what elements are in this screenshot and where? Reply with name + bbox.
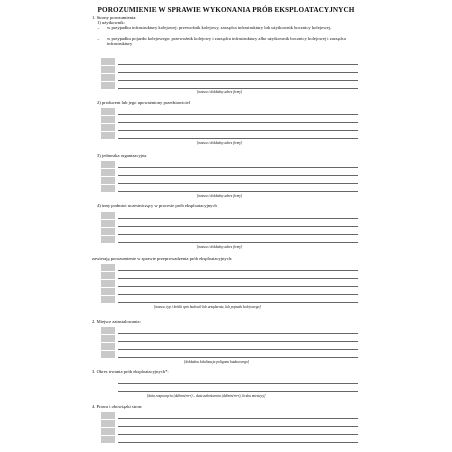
entry-line[interactable]: [118, 175, 358, 176]
entry-line[interactable]: [118, 218, 358, 219]
section-1-sub1-heading: 1) użytkownik:: [97, 20, 125, 25]
entry-marker: [101, 132, 115, 139]
document-title: POROZUMIENIE W SPRAWIE WYKONANIA PRÓB EKSPLOATACYJNYCH: [97, 6, 355, 14]
entry-marker: [101, 212, 115, 219]
entry-line[interactable]: [118, 167, 358, 168]
entry-line[interactable]: [118, 294, 358, 295]
section-1-heading: 1. Strony porozumienia:: [92, 15, 137, 20]
entry-line[interactable]: [118, 426, 358, 427]
entry-marker: [101, 343, 115, 350]
entry-line[interactable]: [118, 391, 358, 392]
entry-marker: [101, 116, 115, 123]
field-caption: [nazwa i dokładny adres firmy]: [197, 194, 243, 198]
entry-line[interactable]: [118, 286, 358, 287]
bullet-item-2: w przypadku pojazdu kolejowego: przewoźnik kolejowy i zarządca infrastruktury albo użytkownik bocznicy kolejowej i zarządca infrastruktury: [107, 36, 346, 47]
entry-line[interactable]: [118, 64, 358, 65]
entry-marker: [101, 327, 115, 334]
entry-line[interactable]: [118, 122, 358, 123]
field-caption: [nazwa, typ i krótki opis budowli lub urządzenia, lub pojazdu kolejowego]: [154, 305, 261, 309]
entry-line[interactable]: [118, 114, 358, 115]
entry-marker: [101, 272, 115, 279]
entry-marker: [101, 288, 115, 295]
entry-line[interactable]: [118, 72, 358, 73]
entry-marker: [101, 420, 115, 427]
entry-marker: [101, 335, 115, 342]
entry-line[interactable]: [118, 418, 358, 419]
entry-marker: [101, 296, 115, 303]
entry-marker: [101, 58, 115, 65]
entry-marker: [101, 108, 115, 115]
section-1-sub4-heading: 4) inny podmiot uczestniczący w procesie prób eksploatacyjnych: [97, 203, 217, 208]
field-caption: [nazwa i dokładny adres firmy]: [197, 90, 243, 94]
entry-marker: [101, 351, 115, 358]
entry-line[interactable]: [118, 226, 358, 227]
bullet-marker: –: [97, 36, 100, 41]
entry-marker: [101, 124, 115, 131]
entry-marker: [101, 436, 115, 443]
entry-marker: [101, 280, 115, 287]
bullet-marker: –: [97, 25, 100, 30]
section-2-heading: 2. Miejsce zainstalowania:: [92, 319, 141, 324]
field-caption: [nazwa i dokładny adres firmy]: [197, 245, 243, 249]
entry-line[interactable]: [118, 88, 358, 89]
section-1-sub3-heading: 3) jednostka organizacyjna: [97, 153, 147, 158]
entry-marker: [101, 236, 115, 243]
entry-marker: [101, 412, 115, 419]
entry-line[interactable]: [118, 130, 358, 131]
entry-line[interactable]: [118, 80, 358, 81]
section-1-sub2-heading: 2) producent lub jego upoważniony przedstawiciel: [97, 100, 190, 105]
entry-line[interactable]: [118, 191, 358, 192]
entry-line[interactable]: [118, 234, 358, 235]
field-caption: [data rozpoczęcia (dd/mm/rrrr) – data zakończenia (dd/mm/rrrr), liczba miesięcy]: [147, 394, 266, 398]
entry-line[interactable]: [118, 434, 358, 435]
field-caption: [nazwa i dokładny adres firmy]: [197, 141, 243, 145]
entry-line[interactable]: [118, 183, 358, 184]
entry-line[interactable]: [118, 270, 358, 271]
entry-marker: [101, 228, 115, 235]
section-4-heading: 4. Prawa i obowiązki stron:: [92, 404, 143, 409]
entry-marker: [101, 185, 115, 192]
section-3-heading: 3. Okres trwania prób eksploatacyjnych*:: [92, 369, 169, 374]
entry-marker: [101, 220, 115, 227]
entry-line[interactable]: [118, 357, 358, 358]
field-caption: [dokładna lokalizacja poligonu badawczego]: [184, 360, 250, 364]
entry-line[interactable]: [118, 383, 358, 384]
entry-line[interactable]: [118, 341, 358, 342]
entry-line[interactable]: [118, 242, 358, 243]
entry-marker: [101, 169, 115, 176]
entry-line[interactable]: [118, 278, 358, 279]
entry-marker: [101, 82, 115, 89]
entry-marker: [101, 177, 115, 184]
entry-marker: [101, 74, 115, 81]
entry-marker: [101, 161, 115, 168]
entry-line[interactable]: [118, 442, 358, 443]
entry-line[interactable]: [118, 333, 358, 334]
entry-line[interactable]: [118, 138, 358, 139]
agreement-statement: zawierają porozumienie w sprawie przeprowadzenia prób eksploatacyjnych:: [92, 256, 233, 261]
entry-line[interactable]: [118, 302, 358, 303]
entry-line[interactable]: [118, 349, 358, 350]
entry-marker: [101, 428, 115, 435]
bullet-item-1: w przypadku infrastruktury kolejowej: przewoźnik kolejowy, zarządca infrastruktury lub użytkownik bocznicy kolejowej,: [107, 25, 332, 30]
entry-marker: [101, 66, 115, 73]
entry-marker: [101, 264, 115, 271]
